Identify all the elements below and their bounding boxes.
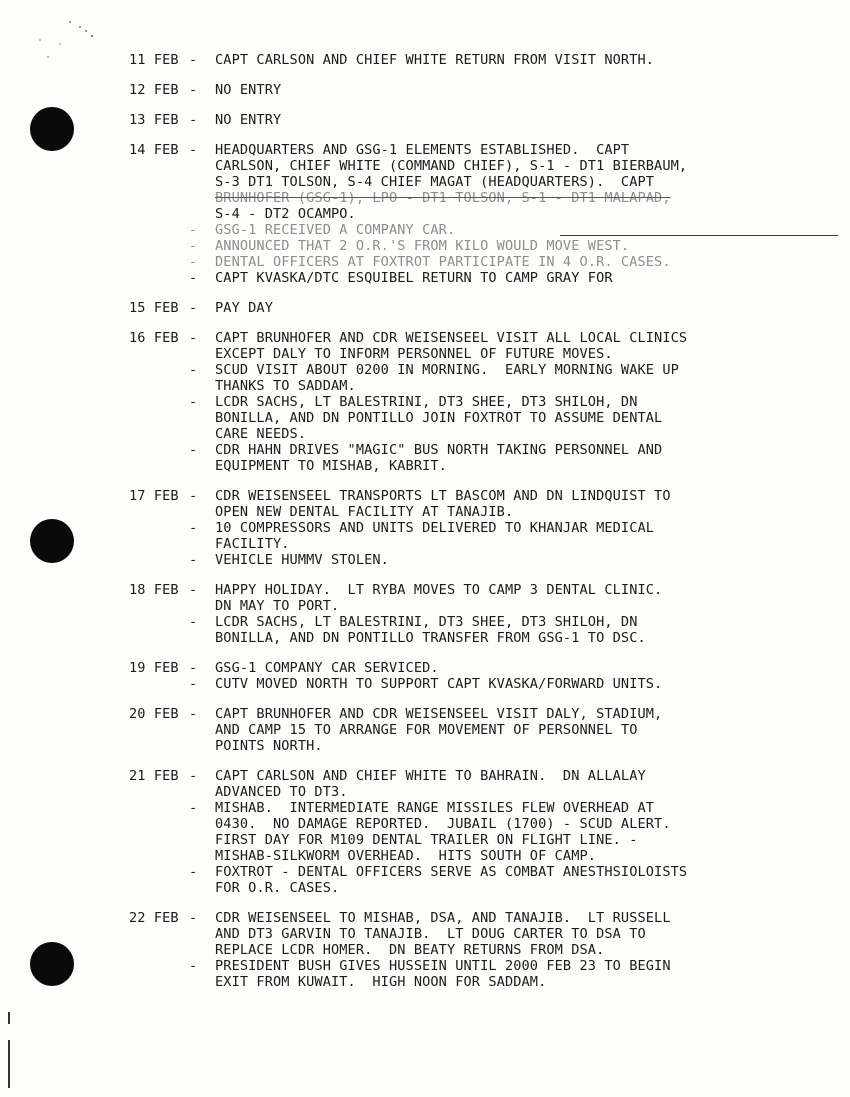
log-entry <box>129 142 829 286</box>
entry-text: CAPT BRUNHOFER AND CDR WEISENSEEL VISIT DALY, STADIUM, <box>215 706 663 722</box>
entry-date <box>129 598 189 614</box>
entry-text: S-4 - DT2 OCAMPO. <box>215 206 356 222</box>
entry-text: GSG-1 COMPANY CAR SERVICED. <box>215 660 439 676</box>
log-entry <box>129 300 829 316</box>
log-entry <box>129 52 829 68</box>
entry-line <box>129 458 829 474</box>
entry-text: 0430. NO DAMAGE REPORTED. JUBAIL (1700) - SCUD ALERT. <box>215 816 671 832</box>
entry-line <box>129 864 829 880</box>
entry-dash <box>189 504 215 520</box>
entry-text: ANNOUNCED THAT 2 O.R.'S FROM KILO WOULD MOVE WEST. <box>215 238 630 254</box>
entry-dash <box>189 926 215 942</box>
entry-date <box>129 630 189 646</box>
entry-text: MISHAB-SILKWORM OVERHEAD. HITS SOUTH OF CAMP. <box>215 848 597 864</box>
entry-line <box>129 784 829 800</box>
entry-date <box>129 190 189 206</box>
entry-line <box>129 942 829 958</box>
entry-date <box>129 504 189 520</box>
entry-line <box>129 410 829 426</box>
entry-text: HAPPY HOLIDAY. LT RYBA MOVES TO CAMP 3 DENTAL CLINIC. <box>215 582 663 598</box>
entry-dash <box>189 974 215 990</box>
entry-line <box>129 738 829 754</box>
entry-dash <box>189 832 215 848</box>
entry-text: DENTAL OFFICERS AT FOXTROT PARTICIPATE IN 4 O.R. CASES. <box>215 254 671 270</box>
entry-text: ADVANCED TO DT3. <box>215 784 348 800</box>
entry-dash <box>189 816 215 832</box>
entry-date <box>129 346 189 362</box>
entry-text: CAPT KVASKA/DTC ESQUIBEL RETURN TO CAMP GRAY FOR <box>215 270 613 286</box>
entry-dash <box>189 346 215 362</box>
entry-date: 20 FEB <box>129 706 179 722</box>
entry-line <box>129 300 829 316</box>
log-entry <box>129 488 829 568</box>
entry-dash: - <box>189 582 198 598</box>
entry-text: CDR HAHN DRIVES "MAGIC" BUS NORTH TAKING PERSONNEL AND <box>215 442 663 458</box>
entry-dash <box>189 190 215 206</box>
log-entry <box>129 910 829 990</box>
entry-line <box>129 910 829 926</box>
entry-text: VEHICLE HUMMV STOLEN. <box>215 552 389 568</box>
entry-dash: - <box>189 488 198 504</box>
entry-line <box>129 82 829 98</box>
entry-text: BRUNHOFER (GSG-1), LPO - DT1 TOLSON, S-1 - DT1 MALAPAD, <box>215 190 671 206</box>
entry-text: CDR WEISENSEEL TO MISHAB, DSA, AND TANAJIB. LT RUSSELL <box>215 910 671 926</box>
entry-date <box>129 958 189 974</box>
entry-date <box>129 536 189 552</box>
entry-dash: - <box>189 254 198 270</box>
entry-dash <box>189 784 215 800</box>
entry-text: SCUD VISIT ABOUT 0200 IN MORNING. EARLY MORNING WAKE UP <box>215 362 679 378</box>
entry-dash: - <box>189 768 198 784</box>
entry-text: FIRST DAY FOR M109 DENTAL TRAILER ON FLIGHT LINE. - <box>215 832 638 848</box>
entry-date <box>129 378 189 394</box>
entry-dash: - <box>189 82 198 98</box>
entry-date <box>129 442 189 458</box>
entry-line <box>129 488 829 504</box>
entry-date: 19 FEB <box>129 660 179 676</box>
entry-dash <box>189 206 215 222</box>
entry-line <box>129 706 829 722</box>
entry-dash <box>189 158 215 174</box>
entry-text: AND DT3 GARVIN TO TANAJIB. LT DOUG CARTER TO DSA TO <box>215 926 646 942</box>
entry-date <box>129 800 189 816</box>
entry-text: LCDR SACHS, LT BALESTRINI, DT3 SHEE, DT3 SHILOH, DN <box>215 394 638 410</box>
scan-edge-mark <box>8 1040 10 1088</box>
entry-line <box>129 158 829 174</box>
entry-line <box>129 974 829 990</box>
entry-date <box>129 238 189 254</box>
entry-date <box>129 458 189 474</box>
entry-line <box>129 536 829 552</box>
entry-dash: - <box>189 52 198 68</box>
entry-line <box>129 206 829 222</box>
entry-date <box>129 158 189 174</box>
entry-dash: - <box>189 142 198 158</box>
entry-text: S-3 DT1 TOLSON, S-4 CHIEF MAGAT (HEADQUARTERS). CAPT <box>215 174 655 190</box>
entry-dash: - <box>189 552 198 568</box>
entry-line <box>129 362 829 378</box>
entry-text: NO ENTRY <box>215 82 282 98</box>
entry-line <box>129 676 829 692</box>
entry-line <box>129 598 829 614</box>
punch-hole-top <box>30 107 74 151</box>
entry-text: DN MAY TO PORT. <box>215 598 340 614</box>
entry-date: 22 FEB <box>129 910 179 926</box>
entry-date: 13 FEB <box>129 112 179 128</box>
entry-date <box>129 816 189 832</box>
entry-date <box>129 410 189 426</box>
entry-dash: - <box>189 958 198 974</box>
entry-line <box>129 958 829 974</box>
entry-text: CAPT CARLSON AND CHIEF WHITE RETURN FROM VISIT NORTH. <box>215 52 655 68</box>
entry-dash <box>189 848 215 864</box>
entry-date <box>129 832 189 848</box>
entry-date: 16 FEB <box>129 330 179 346</box>
entry-text: FOXTROT - DENTAL OFFICERS SERVE AS COMBAT ANESTHSIOLOISTS <box>215 864 688 880</box>
entry-text: OPEN NEW DENTAL FACILITY AT TANAJIB. <box>215 504 514 520</box>
entry-date <box>129 174 189 190</box>
entry-date <box>129 974 189 990</box>
entry-line <box>129 442 829 458</box>
entry-date: 21 FEB <box>129 768 179 784</box>
entry-date <box>129 864 189 880</box>
entry-text: PAY DAY <box>215 300 273 316</box>
entry-date <box>129 942 189 958</box>
entry-dash <box>189 598 215 614</box>
entry-date <box>129 614 189 630</box>
punch-hole-middle <box>30 519 74 563</box>
entry-date <box>129 784 189 800</box>
entry-line <box>129 112 829 128</box>
log-entry <box>129 82 829 98</box>
entry-line <box>129 346 829 362</box>
entry-text: FOR O.R. CASES. <box>215 880 340 896</box>
entry-line <box>129 222 829 238</box>
entry-line <box>129 254 829 270</box>
punch-hole-bottom <box>30 942 74 986</box>
entry-date: 15 FEB <box>129 300 179 316</box>
entry-date <box>129 222 189 238</box>
entry-line <box>129 190 829 206</box>
entry-date <box>129 520 189 536</box>
entry-line <box>129 582 829 598</box>
entry-dash: - <box>189 864 198 880</box>
entry-dash: - <box>189 300 198 316</box>
entry-text: BONILLA, AND DN PONTILLO JOIN FOXTROT TO ASSUME DENTAL <box>215 410 663 426</box>
entry-text: CARLSON, CHIEF WHITE (COMMAND CHIEF), S-1 - DT1 BIERBAUM, <box>215 158 688 174</box>
entry-dash <box>189 630 215 646</box>
entry-line <box>129 174 829 190</box>
entry-date <box>129 270 189 286</box>
entry-dash: - <box>189 614 198 630</box>
entry-text: FACILITY. <box>215 536 290 552</box>
entry-line <box>129 722 829 738</box>
entry-line <box>129 238 829 254</box>
log-entry <box>129 112 829 128</box>
entry-line <box>129 880 829 896</box>
entry-dash: - <box>189 330 198 346</box>
log-entry <box>129 660 829 692</box>
entry-dash <box>189 880 215 896</box>
entry-dash: - <box>189 112 198 128</box>
scan-edge-mark <box>8 1012 10 1024</box>
entry-text: CARE NEEDS. <box>215 426 307 442</box>
entry-dash: - <box>189 660 198 676</box>
entry-dash <box>189 722 215 738</box>
log-entry <box>129 768 829 896</box>
scan-specks <box>0 0 120 60</box>
entry-text: THANKS TO SADDAM. <box>215 378 356 394</box>
entry-text: 10 COMPRESSORS AND UNITS DELIVERED TO KHANJAR MEDICAL <box>215 520 655 536</box>
log-entries <box>129 52 829 1004</box>
entry-text: CUTV MOVED NORTH TO SUPPORT CAPT KVASKA/FORWARD UNITS. <box>215 676 663 692</box>
entry-date: 18 FEB <box>129 582 179 598</box>
entry-line <box>129 142 829 158</box>
entry-text: LCDR SACHS, LT BALESTRINI, DT3 SHEE, DT3 SHILOH, DN <box>215 614 638 630</box>
entry-line <box>129 330 829 346</box>
entry-dash: - <box>189 270 198 286</box>
entry-text: PRESIDENT BUSH GIVES HUSSEIN UNTIL 2000 FEB 23 TO BEGIN <box>215 958 671 974</box>
entry-text: HEADQUARTERS AND GSG-1 ELEMENTS ESTABLISHED. CAPT <box>215 142 630 158</box>
entry-dash: - <box>189 520 198 536</box>
entry-date <box>129 738 189 754</box>
entry-line <box>129 630 829 646</box>
entry-date <box>129 676 189 692</box>
entry-date <box>129 426 189 442</box>
entry-text: GSG-1 RECEIVED A COMPANY CAR. <box>215 222 456 238</box>
entry-date <box>129 722 189 738</box>
entry-text: MISHAB. INTERMEDIATE RANGE MISSILES FLEW OVERHEAD AT <box>215 800 655 816</box>
entry-dash: - <box>189 442 198 458</box>
entry-line <box>129 768 829 784</box>
entry-dash <box>189 378 215 394</box>
entry-line <box>129 800 829 816</box>
log-entry <box>129 582 829 646</box>
entry-line <box>129 832 829 848</box>
entry-text: EQUIPMENT TO MISHAB, KABRIT. <box>215 458 447 474</box>
entry-dash <box>189 426 215 442</box>
entry-dash <box>189 738 215 754</box>
entry-text: POINTS NORTH. <box>215 738 323 754</box>
entry-text: REPLACE LCDR HOMER. DN BEATY RETURNS FROM DSA. <box>215 942 605 958</box>
log-entry <box>129 706 829 754</box>
entry-dash <box>189 174 215 190</box>
entry-dash <box>189 410 215 426</box>
entry-date <box>129 926 189 942</box>
entry-text: CAPT BRUNHOFER AND CDR WEISENSEEL VISIT ALL LOCAL CLINICS <box>215 330 688 346</box>
entry-dash: - <box>189 394 198 410</box>
entry-text: CDR WEISENSEEL TRANSPORTS LT BASCOM AND DN LINDQUIST TO <box>215 488 671 504</box>
entry-date <box>129 552 189 568</box>
entry-date <box>129 362 189 378</box>
entry-date <box>129 254 189 270</box>
entry-line <box>129 52 829 68</box>
entry-line <box>129 504 829 520</box>
entry-date <box>129 206 189 222</box>
entry-dash: - <box>189 676 198 692</box>
entry-text: EXCEPT DALY TO INFORM PERSONNEL OF FUTURE MOVES. <box>215 346 613 362</box>
entry-dash <box>189 942 215 958</box>
entry-date <box>129 848 189 864</box>
entry-line <box>129 614 829 630</box>
entry-dash: - <box>189 222 198 238</box>
entry-date: 17 FEB <box>129 488 179 504</box>
entry-text: BONILLA, AND DN PONTILLO TRANSFER FROM GSG-1 TO DSC. <box>215 630 646 646</box>
entry-dash <box>189 458 215 474</box>
entry-dash: - <box>189 706 198 722</box>
entry-text: AND CAMP 15 TO ARRANGE FOR MOVEMENT OF PERSONNEL TO <box>215 722 638 738</box>
entry-text: CAPT CARLSON AND CHIEF WHITE TO BAHRAIN. DN ALLALAY <box>215 768 646 784</box>
entry-line <box>129 426 829 442</box>
entry-text: EXIT FROM KUWAIT. HIGH NOON FOR SADDAM. <box>215 974 547 990</box>
entry-line <box>129 270 829 286</box>
entry-line <box>129 552 829 568</box>
entry-dash: - <box>189 238 198 254</box>
log-entry <box>129 330 829 474</box>
entry-date <box>129 394 189 410</box>
entry-dash: - <box>189 800 198 816</box>
entry-line <box>129 660 829 676</box>
entry-dash: - <box>189 362 198 378</box>
entry-date <box>129 880 189 896</box>
entry-line <box>129 520 829 536</box>
entry-date: 14 FEB <box>129 142 179 158</box>
entry-line <box>129 394 829 410</box>
entry-line <box>129 926 829 942</box>
entry-dash: - <box>189 910 198 926</box>
entry-dash <box>189 536 215 552</box>
entry-line <box>129 378 829 394</box>
entry-line <box>129 816 829 832</box>
entry-line <box>129 848 829 864</box>
entry-date: 12 FEB <box>129 82 179 98</box>
entry-date: 11 FEB <box>129 52 179 68</box>
entry-text: NO ENTRY <box>215 112 282 128</box>
